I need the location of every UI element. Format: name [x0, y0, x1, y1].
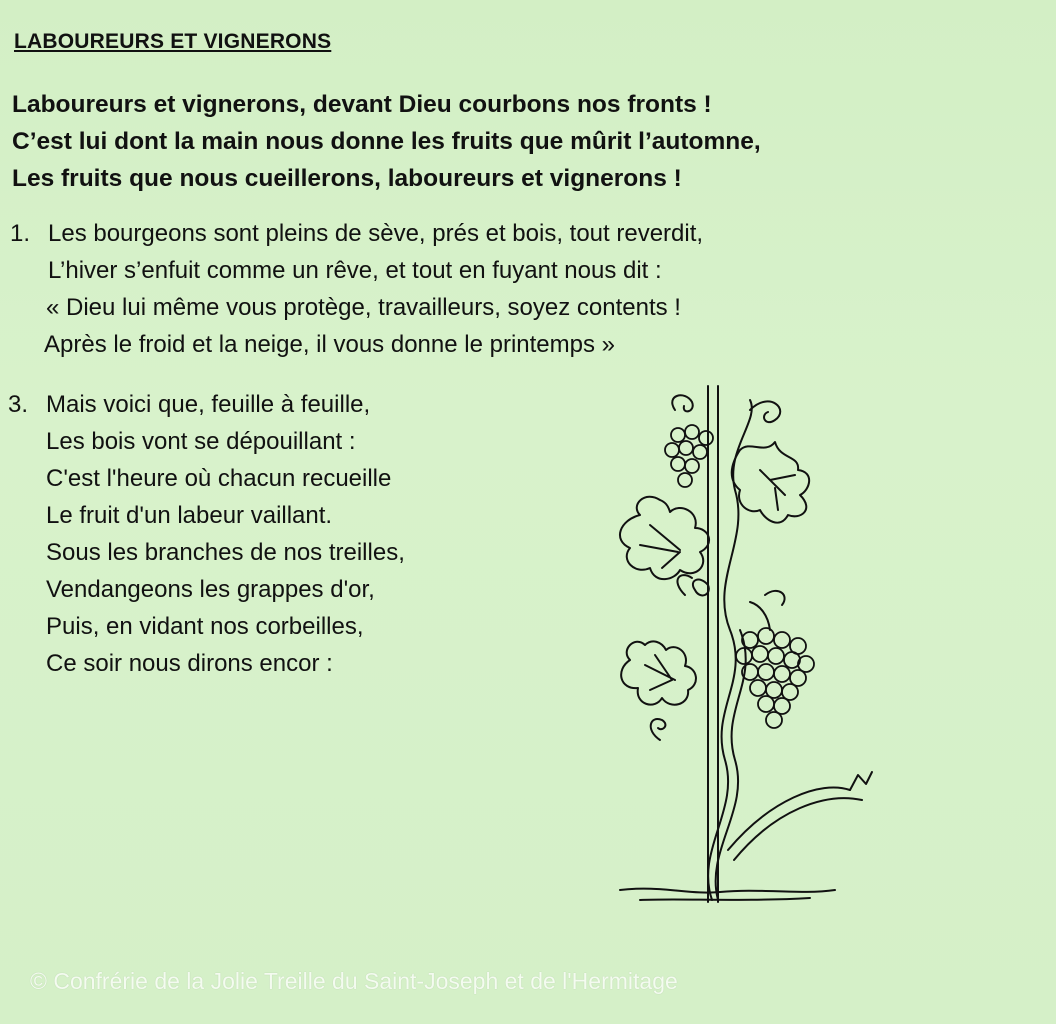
refrain-line: Les fruits que nous cueillerons, laboureurs et vignerons ! [12, 165, 682, 192]
verse-line: Sous les branches de nos treilles, [46, 539, 405, 566]
verse-number: 1. [10, 220, 31, 247]
verse-line: Après le froid et la neige, il vous donne le printemps » [44, 331, 615, 358]
verse-line: L’hiver s’enfuit comme un rêve, et tout en fuyant nous dit : [48, 257, 662, 284]
verse-number: 3. [8, 391, 29, 418]
verse-line: Vendangeons les grappes d'or, [46, 576, 375, 603]
verse-line: Les bourgeons sont pleins de sève, prés et bois, tout reverdit, [48, 220, 704, 247]
verse-line: Mais voici que, feuille à feuille, [46, 391, 371, 418]
verse-3 [8, 386, 405, 682]
copyright-watermark: © Confrérie de la Jolie Treille du Saint-Joseph et de l'Hermitage [30, 968, 678, 994]
verse-line: Puis, en vidant nos corbeilles, [46, 613, 364, 640]
refrain-line: Laboureurs et vignerons, devant Dieu courbons nos fronts ! [12, 91, 712, 118]
verse-line: Le fruit d'un labeur vaillant. [46, 502, 333, 529]
verse-line: C'est l'heure où chacun recueille [46, 465, 392, 492]
verse-line: Ce soir nous dirons encor : [46, 650, 333, 677]
verse-line: « Dieu lui même vous protège, travailleurs, soyez contents ! [46, 294, 681, 321]
grapevine-icon [600, 380, 880, 920]
refrain [12, 86, 1042, 197]
refrain-line: C’est lui dont la main nous donne les fruits que mûrit l’automne, [12, 128, 761, 155]
verse-line: Les bois vont se dépouillant : [46, 428, 356, 455]
song-title: LABOUREURS ET VIGNERONS [14, 30, 332, 53]
verse-1 [10, 215, 704, 363]
